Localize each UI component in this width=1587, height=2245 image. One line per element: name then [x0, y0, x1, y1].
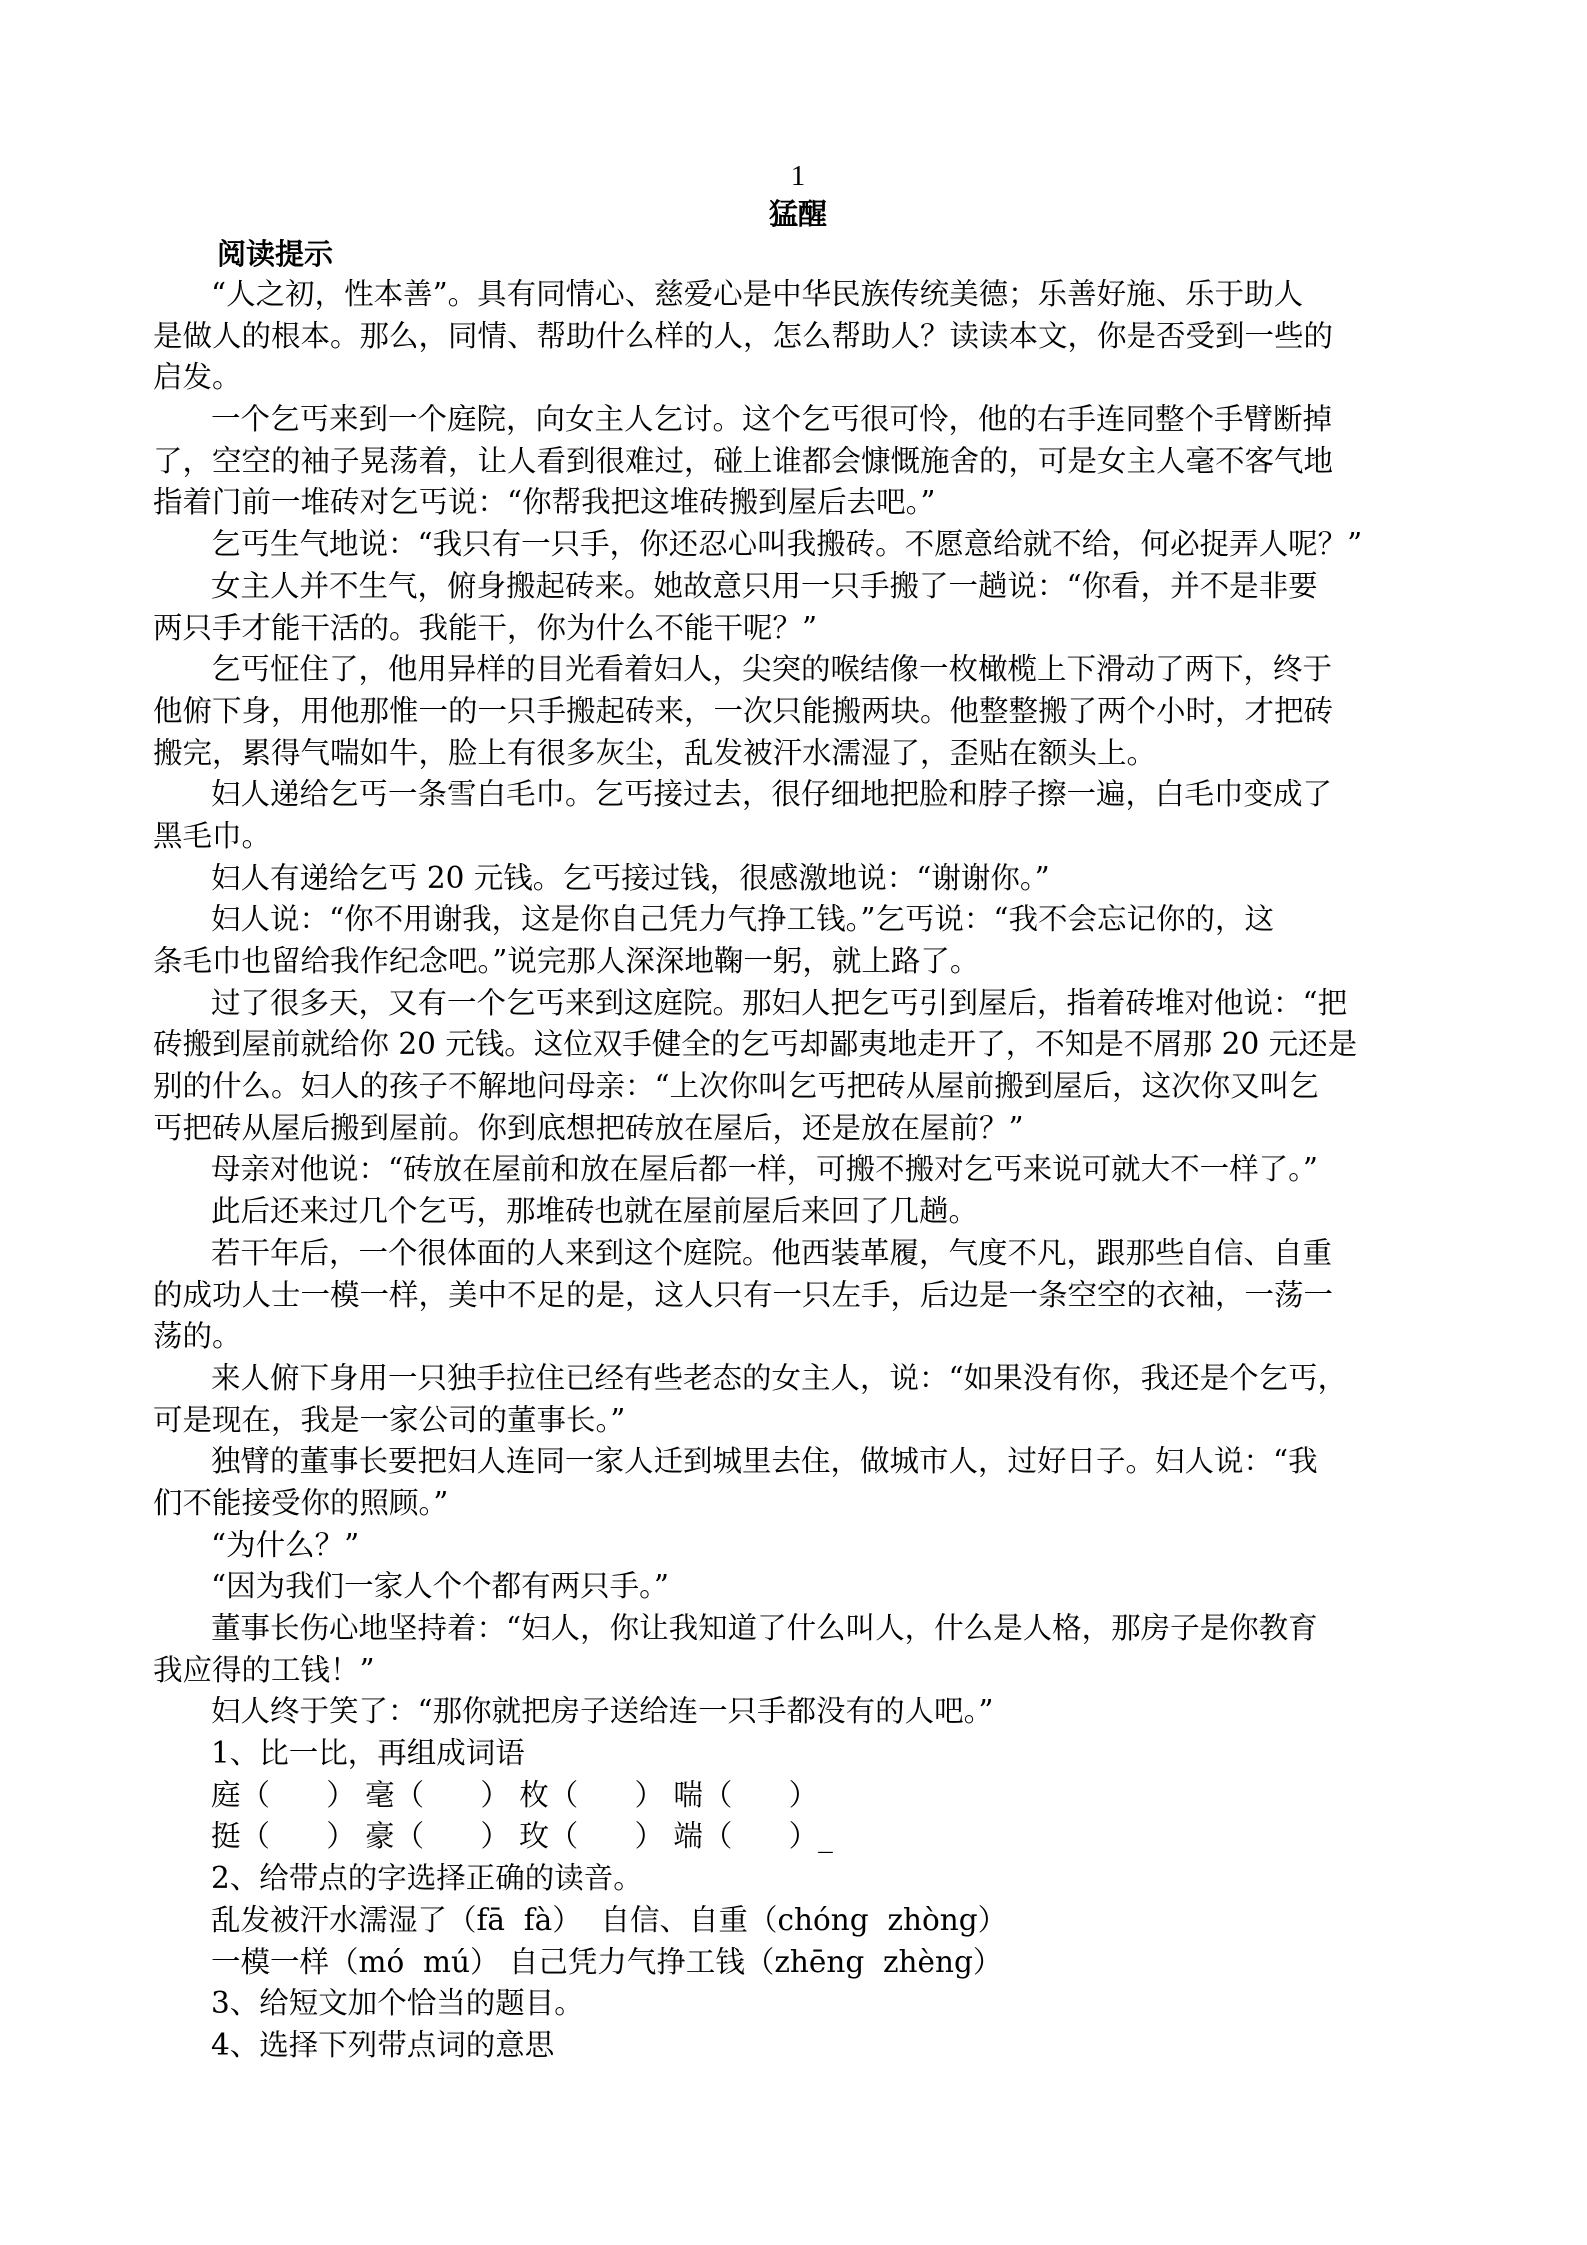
text-line: 可是现在，我是一家公司的董事长。”: [153, 1402, 626, 1437]
document-page: [153, 158, 1443, 2067]
text-line: 他俯下身，用他那惟一的一只手搬起砖来，一次只能搬两块。他整整搬了两个小时，才把砖: [153, 693, 1334, 728]
page-number: 1: [790, 160, 806, 192]
text-line: 若干年后，一个很体面的人来到这个庭院。他西装革履，气度不凡，跟那些自信、自重: [211, 1235, 1333, 1270]
text-line: 们不能接受你的照顾。”: [153, 1485, 449, 1520]
text-line: 一个乞丐来到一个庭院，向女主人乞讨。这个乞丐很可怜，他的右手连同整个手臂断掉: [211, 402, 1333, 437]
text-line: 别的什么。妇人的孩子不解地问母亲：“上次你叫乞丐把砖从屋前搬到屋后，这次你又叫乞: [153, 1069, 1319, 1104]
exercise-line: 一模一样（mó mú） 自己凭力气挣工钱（zhēng zhèng）: [211, 1944, 1003, 1979]
text-line: 母亲对他说：“砖放在屋前和放在屋后都一样，可搬不搬对乞丐来说可就大不一样了。”: [211, 1152, 1318, 1187]
exercise-line: 3、给短文加个恰当的题目。: [211, 1986, 584, 2021]
exercise-line: 乱发被汗水濡湿了（fā fà） 自信、自重（chóng zhòng）: [211, 1902, 1008, 1937]
text-line: 女主人并不生气，俯身搬起砖来。她故意只用一只手搬了一趟说：“你看，并不是非要: [211, 568, 1318, 603]
reading-tip-heading: 阅读提示: [217, 237, 334, 271]
text-line: “因为我们一家人个个都有两只手。”: [211, 1569, 669, 1604]
article-body: [153, 274, 1443, 1733]
text-line: 是做人的根本。那么，同情、帮助什么样的人，怎么帮助人？读读本文，你是否受到一些的: [153, 318, 1334, 353]
exercise-line: 2、给带点的字选择正确的读音。: [211, 1861, 643, 1896]
exercise-line: 庭（ ） 毫（ ） 枚（ ） 喘（ ）: [211, 1777, 819, 1812]
text-line: 黑毛巾。: [153, 818, 272, 853]
text-line: 独臂的董事长要把妇人连同一家人迁到城里去住，做城市人，过好日子。妇人说：“我: [211, 1444, 1318, 1479]
text-line: “为什么？”: [211, 1527, 360, 1562]
text-line: 来人俯下身用一只独手拉住已经有些老态的女主人，说：“如果没有你，我还是个乞丐，: [211, 1360, 1348, 1395]
text-line: 乞丐怔住了，他用异样的目光看着妇人，尖突的喉结像一枚橄榄上下滑动了两下，终于: [211, 652, 1333, 687]
article-title: 猛醒: [768, 197, 827, 231]
text-line: 条毛巾也留给我作纪念吧。”说完那人深深地鞠一躬，就上路了。: [153, 944, 980, 978]
text-line: 董事长伤心地坚持着：“妇人，你让我知道了什么叫人，什么是人格，那房子是你教育: [211, 1611, 1318, 1645]
text-line: 我应得的工钱！”: [153, 1652, 375, 1687]
text-line: 妇人说：“你不用谢我，这是你自己凭力气挣工钱。”乞丐说：“我不会忘记你的，这: [211, 902, 1274, 937]
text-line: 指着门前一堆砖对乞丐说：“你帮我把这堆砖搬到屋后去吧。”: [153, 485, 936, 520]
text-line: 妇人递给乞丐一条雪白毛巾。乞丐接过去，很仔细地把脸和脖子擦一遍，白毛巾变成了: [211, 777, 1333, 812]
text-line: “人之初，性本善”。具有同情心、慈爱心是中华民族传统美德；乐善好施、乐于助人: [211, 277, 1304, 311]
text-line: 妇人终于笑了：“那你就把房子送给连一只手都没有的人吧。”: [211, 1694, 994, 1729]
text-line: 搬完，累得气喘如牛，脸上有很多灰尘，乱发被汗水濡湿了，歪贴在额头上。: [153, 735, 1157, 770]
exercise-line: 挺（ ） 豪（ ） 玫（ ） 端（ ）_: [211, 1819, 833, 1854]
text-line: 的成功人士一模一样，美中不足的是，这人只有一只左手，后边是一条空空的衣袖，一荡一: [153, 1277, 1334, 1312]
text-line: 荡的。: [153, 1319, 242, 1354]
text-line: 此后还来过几个乞丐，那堆砖也就在屋前屋后来回了几趟。: [211, 1194, 979, 1229]
exercise-line: 1、比一比，再组成词语: [211, 1736, 525, 1771]
exercise-line: 4、选择下列带点词的意思: [211, 2027, 555, 2062]
text-line: 砖搬到屋前就给你 20 元钱。这位双手健全的乞丐却鄙夷地走开了，不知是不屑那 20 元还是: [153, 1027, 1358, 1062]
text-line: 丐把砖从屋后搬到屋前。你到底想把砖放在屋后，还是放在屋前？”: [153, 1110, 1024, 1145]
text-line: 过了很多天，又有一个乞丐来到这庭院。那妇人把乞丐引到屋后，指着砖堆对他说：“把: [211, 985, 1348, 1020]
text-line: 了，空空的袖子晃荡着，让人看到很难过，碰上谁都会慷慨施舍的，可是女主人毫不客气地: [153, 443, 1334, 478]
text-line: 两只手才能干活的。我能干，你为什么不能干呢？”: [153, 610, 818, 645]
text-line: 启发。: [153, 360, 242, 395]
text-line: 妇人有递给乞丐 20 元钱。乞丐接过钱，很感激地说：“谢谢你。”: [211, 860, 1050, 895]
exercise-section: [153, 1733, 1443, 2067]
text-line: 乞丐生气地说：“我只有一只手，你还忍心叫我搬砖。不愿意给就不给，何必捉弄人呢？”: [211, 527, 1363, 562]
